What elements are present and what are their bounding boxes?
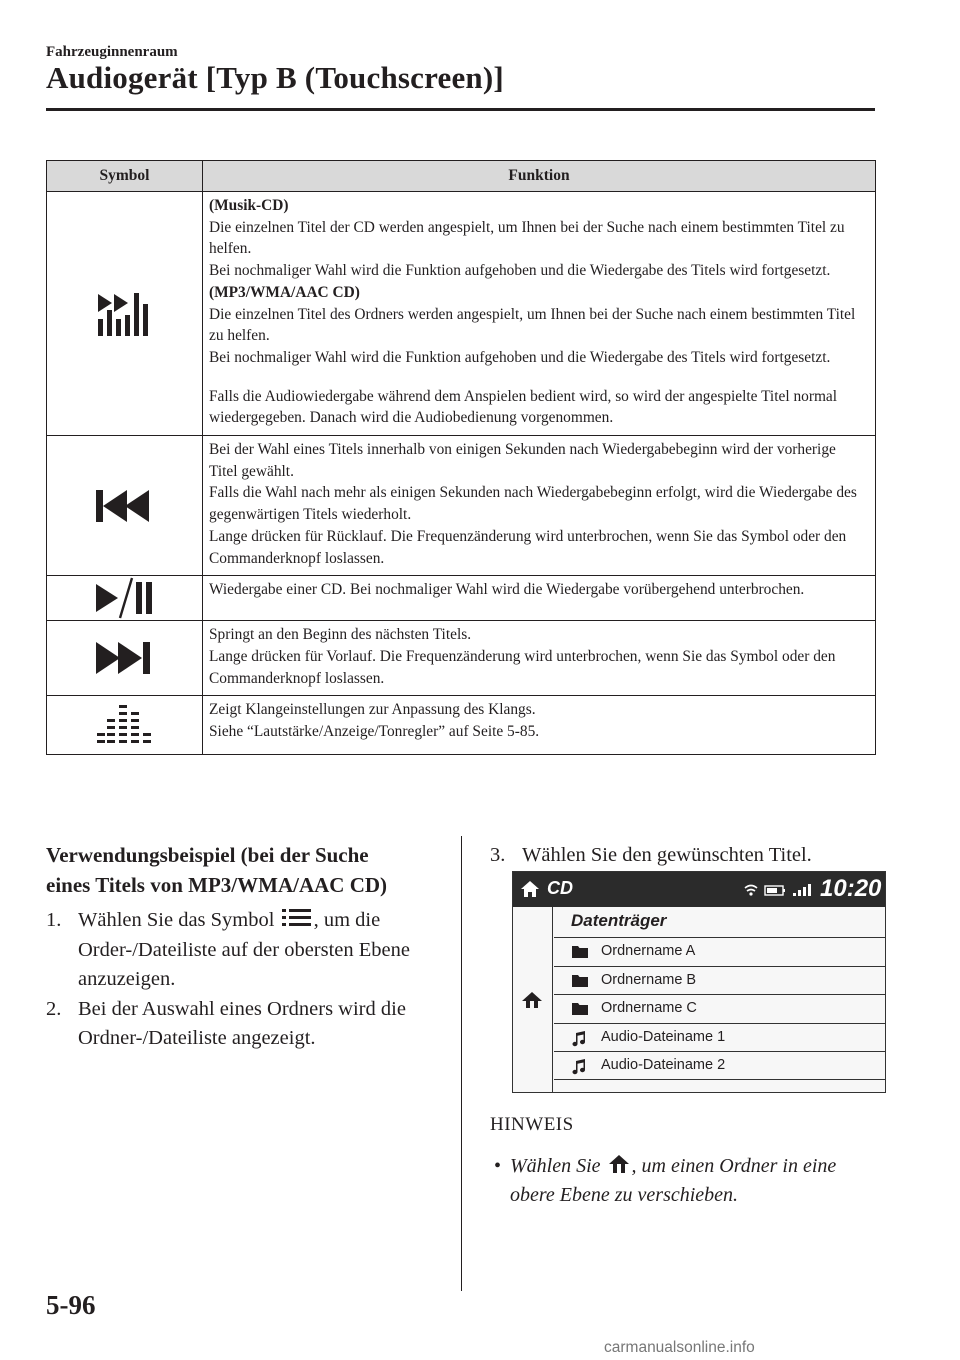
list-item-label: Ordnername A xyxy=(601,943,696,959)
list-item[interactable] xyxy=(554,966,885,995)
step-text: , um die Order-/Dateiliste auf der obersten Ebene anzuzeigen. xyxy=(78,909,410,990)
symbol-cell xyxy=(47,436,203,576)
step-text: Bei der Auswahl eines Ordners wird die Ordner-/Dateiliste angezeigt. xyxy=(78,997,406,1049)
function-table xyxy=(46,160,876,755)
note-text: Wählen Sie xyxy=(510,1155,601,1177)
note-box xyxy=(490,1114,880,1210)
function-cell xyxy=(203,576,876,621)
list-item-label: Audio-Dateiname 2 xyxy=(601,1057,726,1074)
bullet: • xyxy=(494,1155,502,1177)
function-cell xyxy=(203,192,876,436)
title-rule xyxy=(46,108,875,111)
function-text: Bei der Wahl eines Titels innerhalb von einigen Sekunden nach Wiedergabebeginn wird der vorherige Titel gewählt. xyxy=(209,441,836,480)
example-title-line2: eines Titels von MP3/WMA/AAC CD) xyxy=(46,873,388,897)
table-row xyxy=(47,621,876,696)
symbol-cell xyxy=(47,576,203,621)
list-item[interactable] xyxy=(554,994,885,1023)
step-item xyxy=(46,906,446,995)
function-text: (Musik-CD) xyxy=(209,197,289,214)
function-text: Bei nochmaliger Wahl wird die Funktion aufgehoben und die Wiedergabe des Titels wird fortgesetzt. xyxy=(209,262,831,280)
table-row xyxy=(47,576,876,621)
clock-time: 10:20 xyxy=(820,875,882,902)
example-title xyxy=(46,840,446,900)
step-list xyxy=(46,906,446,1054)
column-header-function: Funktion xyxy=(203,161,876,192)
table-row xyxy=(47,192,876,436)
list-item-label: Ordnername C xyxy=(601,1000,697,1017)
function-text: Zeigt Klangeinstellungen zur Anpassung des Klangs. xyxy=(209,701,536,719)
function-cell xyxy=(203,696,876,755)
function-text: (MP3/WMA/AAC CD) xyxy=(209,283,360,301)
example-title-line1: Verwendungsbeispiel (bei der Suche xyxy=(46,843,369,867)
function-text: Siehe “Lautstärke/Anzeige/Tonregler” auf Seite 5-85. xyxy=(209,723,540,741)
function-cell xyxy=(203,436,876,576)
column-header-symbol: Symbol xyxy=(47,161,203,192)
file-list xyxy=(554,907,885,1080)
step-number: 2. xyxy=(46,997,62,1020)
equalizer-icon xyxy=(97,703,153,747)
table-row xyxy=(47,436,876,576)
list-item[interactable] xyxy=(554,1051,885,1080)
usage-example xyxy=(46,840,446,1054)
table-header-row xyxy=(47,161,876,192)
step-number: 1. xyxy=(46,909,62,931)
page-title: Audiogerät [Typ B (Touchscreen)] xyxy=(46,60,504,95)
function-text: Die einzelnen Titel der CD werden angespielt, um Ihnen bei der Suche nach einem bestimmten Titel zu helfen. xyxy=(209,218,845,258)
symbol-cell xyxy=(47,192,203,436)
function-text: Springt an den Beginn des nächsten Titels. xyxy=(209,626,472,644)
folder-icon xyxy=(572,974,588,987)
function-text: Falls die Audiowiedergabe während dem Anspielen bedient wird, so wird der angespielte Titel normal wiedergegeben. Danach wird die Audiobedienung vorgenommen. xyxy=(209,387,838,427)
note-text: , um einen Ordner in eine obere Ebene zu verschieben. xyxy=(510,1155,837,1206)
step-three xyxy=(490,840,880,870)
list-icon xyxy=(282,908,312,928)
function-text: Bei nochmaliger Wahl wird die Funktion aufgehoben und die Wiedergabe des Titels wird fortgesetzt. xyxy=(209,348,831,366)
music-note-icon xyxy=(572,1031,586,1047)
list-item-label: Ordnername B xyxy=(601,971,697,988)
step-item xyxy=(46,995,446,1054)
symbol-cell xyxy=(47,696,203,755)
note-title: HINWEIS xyxy=(490,1114,574,1135)
function-cell xyxy=(203,621,876,696)
list-title: Datenträger xyxy=(571,911,667,930)
paragraph-gap xyxy=(209,369,867,386)
column-divider xyxy=(461,836,462,1291)
step-text: Wählen Sie das Symbol xyxy=(78,909,275,931)
list-item-label: Audio-Dateiname 1 xyxy=(601,1028,726,1045)
play-pause-icon xyxy=(94,576,156,620)
function-text: Lange drücken für Vorlauf. Die Frequenzänderung wird unterbrochen, wenn Sie das Symbol oder den Commanderknopf loslassen. xyxy=(209,647,836,687)
music-note-icon xyxy=(572,1059,586,1075)
scan-icon xyxy=(96,290,154,338)
folder-icon xyxy=(572,945,588,958)
screen-sidebar xyxy=(513,907,553,1092)
watermark: carmanualsonline.info xyxy=(604,1339,755,1356)
audio-source-label: CD xyxy=(547,878,573,898)
function-text: Falls die Wahl nach mehr als einigen Sekunden nach Wiedergabebeginn erfolgt, wird die Wiedergabe des gegenwärtigen Titels wiederholt. xyxy=(209,484,857,524)
home-icon[interactable] xyxy=(520,880,540,898)
step-item xyxy=(490,840,880,870)
list-item[interactable] xyxy=(554,937,885,966)
function-text: Wiedergabe einer CD. Bei nochmaliger Wahl wird die Wiedergabe vorübergehend unterbrochen. xyxy=(209,581,805,599)
note-item xyxy=(490,1152,880,1210)
list-item[interactable] xyxy=(554,1023,885,1052)
symbol-cell xyxy=(47,621,203,696)
display-screenshot xyxy=(512,871,886,1093)
function-text: Die einzelnen Titel des Ordners werden angespielt, um Ihnen bei der Suche nach einem bestimmten Titel zu helfen. xyxy=(209,305,856,345)
page-number: 5-96 xyxy=(46,1290,96,1320)
folder-up-icon xyxy=(608,1154,630,1174)
folder-up-icon[interactable] xyxy=(521,991,543,1009)
previous-track-icon xyxy=(94,486,156,526)
screen-header xyxy=(513,872,885,907)
folder-icon xyxy=(572,1002,588,1015)
step-number: 3. xyxy=(490,844,506,866)
step-text: Wählen Sie den gewünschten Titel. xyxy=(522,844,812,866)
next-track-icon xyxy=(94,638,156,678)
status-icons xyxy=(743,882,815,898)
table-row xyxy=(47,696,876,755)
section-label: Fahrzeuginnenraum xyxy=(46,44,178,60)
function-text: Lange drücken für Rücklauf. Die Frequenzänderung wird unterbrochen, wenn Sie das Symbol oder den Commanderknopf loslassen. xyxy=(209,527,847,567)
